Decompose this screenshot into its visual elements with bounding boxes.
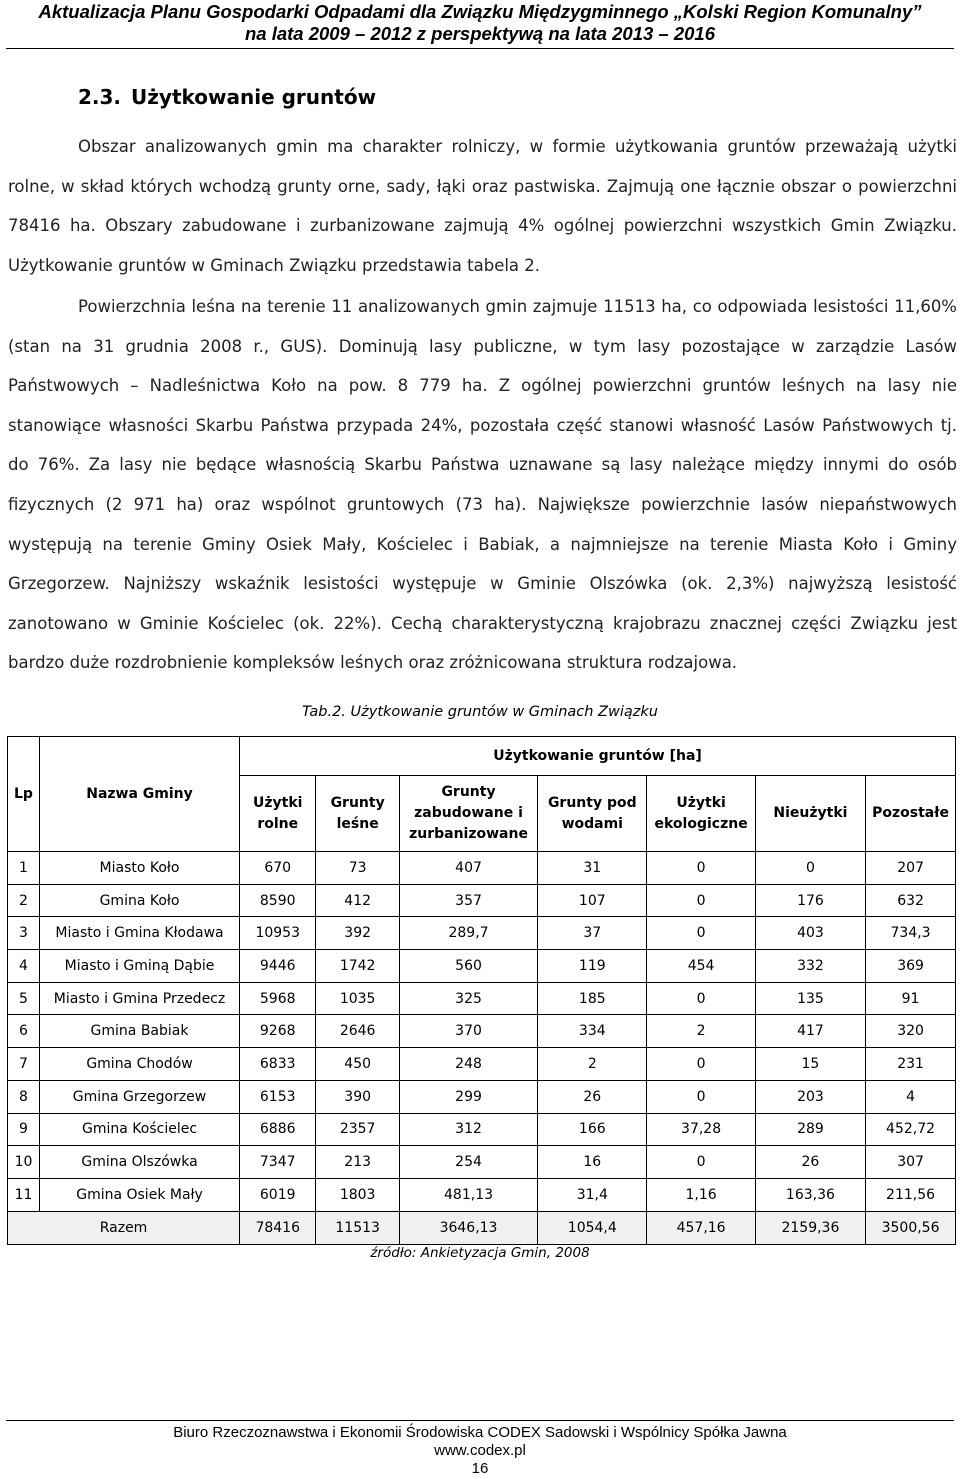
row-value: 16 (538, 1146, 647, 1179)
table-source: źródło: Ankietyzacja Gmin, 2008 (370, 1245, 590, 1261)
row-value: 0 (647, 1080, 755, 1113)
row-value: 119 (538, 950, 647, 983)
row-value: 390 (316, 1080, 400, 1113)
row-municipality: Gmina Koło (39, 884, 239, 917)
row-value: 369 (866, 950, 956, 983)
paragraph-forest-text: Powierzchnia leśna na terenie 11 analizowanych gmin zajmuje 11513 ha, co odpowiada lesistości 11,60% (stan na 31 grudnia 2008 r., GUS). Dominują lasy publiczne, w tym lasy pozostające w zarządzie Lasów Państwowych – Nadleśnictwa Koło na pow. 8 779 ha. Z ogólnej powierzchni gruntów leśnych na lasy nie stanowiące własności Skarbu Państwa przypada 24%, pozostała część stanowi własność Lasów Państwowych tj. do 76%. Za lasy nie będące własnością Skarbu Państwa uznawane są lasy należące między innymi do osób fizycznych (2 971 ha) oraz wspólnot gruntowych (73 ha). Największe powierzchnie lasów niepaństwowych występują na terenie Gminy Osiek Mały, Kościelec i Babiak, a najmniejsze na terenie Miasta Koło i Gminy Grzegorzew. Najniższy wskaźnik lesistości występuje w Gminie Olszówka (ok. 2,3%) najwyższą lesistość zanotowano w Gminie Kościelec (ok. 22%). Cechą charakterystyczną krajobrazu znacznej części Związku jest bardzo duże rozdrobnienie kompleksów leśnych oraz zróżnicowana struktura rodzajowa. (8, 297, 957, 673)
row-lp: 3 (8, 917, 40, 950)
total-cell: 78416 (240, 1211, 316, 1244)
paragraph-land-use (8, 127, 957, 285)
row-value: 211,56 (866, 1178, 956, 1211)
footer-company: Biuro Rzeczoznawstwa i Ekonomii Środowiska CODEX Sadowski i Wspólnicy Spółka Jawna (173, 1424, 787, 1441)
land-use-table (7, 736, 956, 1245)
row-value: 417 (755, 1015, 865, 1048)
row-value: 450 (316, 1048, 400, 1081)
row-value: 1803 (316, 1178, 400, 1211)
row-value: 325 (399, 982, 537, 1015)
row-value: 670 (240, 852, 316, 885)
row-municipality: Miasto i Gmina Kłodawa (39, 917, 239, 950)
row-value: 73 (316, 852, 400, 885)
row-value: 560 (399, 950, 537, 983)
page-number: 16 (471, 1460, 489, 1477)
header-group: Użytkowanie gruntów [ha] (240, 737, 956, 776)
row-value: 0 (647, 884, 755, 917)
document-footer (0, 1424, 960, 1478)
document-header (0, 0, 960, 45)
row-value: 0 (755, 852, 865, 885)
table-row (8, 950, 956, 983)
row-value: 185 (538, 982, 647, 1015)
table-row (8, 1048, 956, 1081)
row-value: 166 (538, 1113, 647, 1146)
row-lp: 9 (8, 1113, 40, 1146)
header-other: Pozostałe (866, 776, 956, 852)
row-lp: 8 (8, 1080, 40, 1113)
table-row (8, 1113, 956, 1146)
total-cell: 3646,13 (399, 1211, 537, 1244)
row-value: 1035 (316, 982, 400, 1015)
row-value: 334 (538, 1015, 647, 1048)
table-caption: Tab.2. Użytkowanie gruntów w Gminach Związku (302, 704, 658, 720)
row-value: 91 (866, 982, 956, 1015)
row-municipality: Gmina Kościelec (39, 1113, 239, 1146)
row-value: 632 (866, 884, 956, 917)
row-value: 407 (399, 852, 537, 885)
row-value: 26 (755, 1146, 865, 1179)
row-value: 248 (399, 1048, 537, 1081)
row-value: 332 (755, 950, 865, 983)
row-value: 213 (316, 1146, 400, 1179)
row-value: 452,72 (866, 1113, 956, 1146)
row-lp: 2 (8, 884, 40, 917)
row-value: 2646 (316, 1015, 400, 1048)
row-value: 370 (399, 1015, 537, 1048)
total-cell: 3500,56 (866, 1211, 956, 1244)
row-value: 10953 (240, 917, 316, 950)
row-value: 312 (399, 1113, 537, 1146)
header-lp: Lp (8, 737, 40, 852)
row-value: 1742 (316, 950, 400, 983)
row-value: 26 (538, 1080, 647, 1113)
total-label: Razem (8, 1211, 240, 1244)
row-value: 176 (755, 884, 865, 917)
row-lp: 7 (8, 1048, 40, 1081)
row-value: 37,28 (647, 1113, 755, 1146)
row-value: 2 (647, 1015, 755, 1048)
row-value: 289,7 (399, 917, 537, 950)
row-value: 107 (538, 884, 647, 917)
table-row (8, 1146, 956, 1179)
header-wasteland: Nieużytki (755, 776, 865, 852)
table-row (8, 917, 956, 950)
section-heading (78, 85, 376, 109)
row-value: 454 (647, 950, 755, 983)
row-value: 0 (647, 852, 755, 885)
row-value: 289 (755, 1113, 865, 1146)
total-cell: 457,16 (647, 1211, 755, 1244)
table-row (8, 1015, 956, 1048)
row-lp: 6 (8, 1015, 40, 1048)
section-title: Użytkowanie gruntów (131, 85, 377, 109)
row-municipality: Gmina Chodów (39, 1048, 239, 1081)
row-municipality: Gmina Olszówka (39, 1146, 239, 1179)
row-value: 320 (866, 1015, 956, 1048)
total-cell: 1054,4 (538, 1211, 647, 1244)
row-value: 31,4 (538, 1178, 647, 1211)
header-forest: Grunty leśne (316, 776, 400, 852)
paragraph-forest (8, 287, 957, 683)
header-title-line1: Aktualizacja Planu Gospodarki Odpadami dla Związku Międzygminnego „Kolski Region Komunalny” (38, 1, 922, 22)
row-lp: 11 (8, 1178, 40, 1211)
row-value: 6153 (240, 1080, 316, 1113)
row-value: 135 (755, 982, 865, 1015)
row-value: 203 (755, 1080, 865, 1113)
row-value: 207 (866, 852, 956, 885)
row-value: 481,13 (399, 1178, 537, 1211)
row-value: 231 (866, 1048, 956, 1081)
row-value: 307 (866, 1146, 956, 1179)
section-number: 2.3. (78, 85, 122, 109)
row-value: 0 (647, 1048, 755, 1081)
table-body (8, 852, 956, 1212)
row-value: 2357 (316, 1113, 400, 1146)
row-value: 357 (399, 884, 537, 917)
row-value: 0 (647, 1146, 755, 1179)
header-arable: Użytki rolne (240, 776, 316, 852)
row-value: 9446 (240, 950, 316, 983)
table-row (8, 1178, 956, 1211)
table-total-row (8, 1211, 956, 1244)
row-municipality: Gmina Osiek Mały (39, 1178, 239, 1211)
footer-divider (6, 1420, 954, 1421)
row-value: 6833 (240, 1048, 316, 1081)
row-value: 403 (755, 917, 865, 950)
header-name: Nazwa Gminy (39, 737, 239, 852)
row-value: 15 (755, 1048, 865, 1081)
row-value: 0 (647, 982, 755, 1015)
row-value: 2 (538, 1048, 647, 1081)
row-value: 8590 (240, 884, 316, 917)
total-cell: 2159,36 (755, 1211, 865, 1244)
header-built-up: Grunty zabudowane i zurbanizowane (399, 776, 537, 852)
row-value: 412 (316, 884, 400, 917)
row-lp: 4 (8, 950, 40, 983)
row-municipality: Miasto Koło (39, 852, 239, 885)
row-value: 37 (538, 917, 647, 950)
row-value: 392 (316, 917, 400, 950)
row-municipality: Miasto i Gminą Dąbie (39, 950, 239, 983)
row-value: 254 (399, 1146, 537, 1179)
row-value: 299 (399, 1080, 537, 1113)
row-lp: 10 (8, 1146, 40, 1179)
row-value: 7347 (240, 1146, 316, 1179)
header-water: Grunty pod wodami (538, 776, 647, 852)
row-value: 4 (866, 1080, 956, 1113)
table-row (8, 852, 956, 885)
header-ecological: Użytki ekologiczne (647, 776, 755, 852)
row-value: 5968 (240, 982, 316, 1015)
header-divider (6, 48, 954, 49)
table-row (8, 1080, 956, 1113)
paragraph-land-use-text: Obszar analizowanych gmin ma charakter rolniczy, w formie użytkowania gruntów przeważają użytki rolne, w skład których wchodzą grunty orne, sady, łąki oraz pastwiska. Zajmują one łącznie obszar o powierzchni 78416 ha. Obszary zabudowane i zurbanizowane zajmują 4% ogólnej powierzchni wszystkich Gmin Związku. Użytkowanie gruntów w Gminach Związku przedstawia tabela 2. (8, 137, 957, 275)
row-municipality: Miasto i Gmina Przedecz (39, 982, 239, 1015)
row-lp: 5 (8, 982, 40, 1015)
row-lp: 1 (8, 852, 40, 885)
row-value: 31 (538, 852, 647, 885)
footer-website: www.codex.pl (434, 1442, 526, 1459)
total-cell: 11513 (316, 1211, 400, 1244)
table-row (8, 982, 956, 1015)
row-value: 734,3 (866, 917, 956, 950)
table-row (8, 884, 956, 917)
row-value: 0 (647, 917, 755, 950)
row-value: 163,36 (755, 1178, 865, 1211)
row-municipality: Gmina Grzegorzew (39, 1080, 239, 1113)
row-value: 9268 (240, 1015, 316, 1048)
header-title-line2: na lata 2009 – 2012 z perspektywą na lata 2013 – 2016 (244, 23, 715, 44)
row-value: 6886 (240, 1113, 316, 1146)
row-value: 1,16 (647, 1178, 755, 1211)
row-municipality: Gmina Babiak (39, 1015, 239, 1048)
row-value: 6019 (240, 1178, 316, 1211)
